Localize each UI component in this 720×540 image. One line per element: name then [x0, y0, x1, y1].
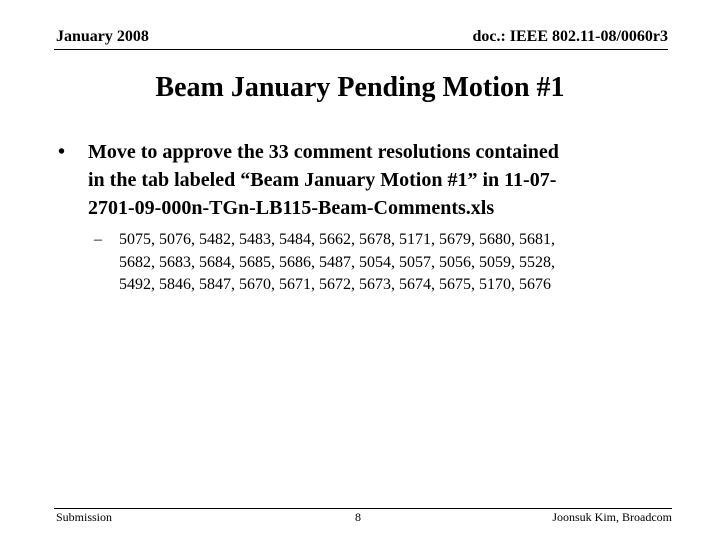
subbullet-line: 5075, 5076, 5482, 5483, 5484, 5662, 5678, 5171, 5679, 5680, 5681,	[119, 231, 555, 248]
header-doc-id: doc.: IEEE 802.11-08/0060r3	[472, 28, 668, 45]
subbullet-text	[119, 229, 684, 297]
header-date: January 2008	[56, 28, 149, 45]
bullet-marker: •	[58, 141, 66, 163]
footer-divider	[54, 508, 672, 509]
footer-page-number: 8	[355, 510, 361, 524]
bullet-line: in the tab labeled “Beam January Motion #1” in 11-07-	[88, 169, 557, 191]
subbullet-marker: –	[94, 231, 102, 248]
bullet-line: Move to approve the 33 comment resolutions contained	[88, 141, 559, 163]
bullet-text	[88, 138, 678, 222]
header-divider	[54, 49, 668, 50]
footer-submission: Submission	[56, 510, 113, 524]
subbullet-line: 5492, 5846, 5847, 5670, 5671, 5672, 5673, 5674, 5675, 5170, 5676	[119, 276, 551, 293]
footer-author: Joonsuk Kim, Broadcom	[552, 510, 672, 524]
slide-title: Beam January Pending Motion #1	[155, 72, 565, 103]
bullet-line: 2701-09-000n-TGn-LB115-Beam-Comments.xls	[88, 197, 495, 219]
subbullet-line: 5682, 5683, 5684, 5685, 5686, 5487, 5054, 5057, 5056, 5059, 5528,	[119, 253, 555, 271]
